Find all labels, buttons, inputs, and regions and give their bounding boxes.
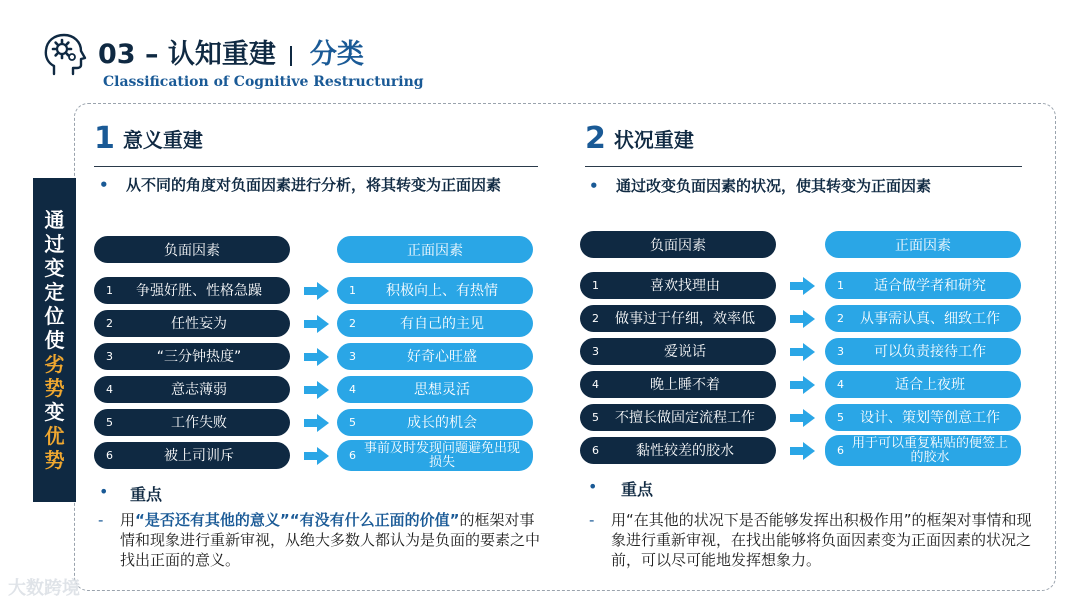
- negative-item: 1 喜欢找理由: [580, 272, 776, 299]
- page-title: [98, 32, 364, 71]
- bullet-text: 通过改变负面因素的状况，使其转变为正面因素: [616, 177, 932, 195]
- positive-item: 1 积极向上、有热情: [337, 277, 533, 304]
- focus-text: - 用“是否还有其他的意义”“有没有什么正面的价值”的框架对事情和现象进行重新审视，从绝大多数人都认为是负面的要素之中找出正面的意义。: [98, 511, 541, 569]
- bullet-dot: •: [589, 177, 599, 195]
- positive-header: 正面因素: [337, 236, 533, 263]
- arrow-right-icon: [790, 376, 816, 394]
- section-title-text: 状况重建: [613, 128, 694, 152]
- section-1-bullet: [99, 175, 526, 196]
- positive-item: 6 事前及时发现问题避免出现损失: [337, 440, 533, 471]
- negative-item: 4 晚上睡不着: [580, 371, 776, 398]
- arrow-right-icon: [304, 381, 330, 399]
- negative-item: 3 “三分钟热度”: [94, 343, 290, 370]
- section-1-title: [94, 121, 203, 156]
- arrow-right-icon: [304, 282, 330, 300]
- arrow-right-icon: [304, 414, 330, 432]
- positive-header: 正面因素: [825, 231, 1021, 258]
- negative-item: 3 爱说话: [580, 338, 776, 365]
- side-char: 定: [44, 280, 65, 304]
- side-char: 使: [44, 328, 65, 352]
- arrow-right-icon: [304, 447, 330, 465]
- negative-item: 6 被上司训斥: [94, 442, 290, 469]
- positive-item: 1 适合做学者和研究: [825, 272, 1021, 299]
- positive-item: 6 用于可以重复粘贴的便签上的胶水: [825, 435, 1021, 466]
- positive-item: 3 好奇心旺盛: [337, 343, 533, 370]
- section-2-bullet: [589, 176, 1026, 197]
- side-char-highlight: 势: [44, 376, 65, 400]
- side-char: 过: [44, 232, 65, 256]
- title-main: 03 – 认知重建: [98, 39, 276, 70]
- positive-item: 5 设计、策划等创意工作: [825, 404, 1021, 431]
- section-number: 2: [585, 121, 606, 156]
- negative-header: 负面因素: [94, 236, 290, 263]
- arrow-right-icon: [790, 343, 816, 361]
- side-char: 变: [44, 256, 65, 280]
- bullet-dot: •: [99, 176, 109, 194]
- negative-item: 1 争强好胜、性格急躁: [94, 277, 290, 304]
- section-1-rule: [94, 166, 538, 167]
- watermark: 大数跨境: [8, 578, 80, 599]
- focus-question: “有没有什么正面的价值”: [289, 511, 460, 529]
- positive-item: 2 从事需认真、细致工作: [825, 305, 1021, 332]
- side-char: 变: [44, 400, 65, 424]
- negative-item: 5 工作失败: [94, 409, 290, 436]
- page-subtitle: Classification of Cognitive Restructuring: [103, 74, 424, 90]
- dash-marker: -: [98, 511, 104, 529]
- negative-item: 2 做事过于仔细，效率低: [580, 305, 776, 332]
- arrow-right-icon: [790, 442, 816, 460]
- positive-item: 3 可以负责接待工作: [825, 338, 1021, 365]
- section-2-rule: [585, 166, 1022, 167]
- side-char: 通: [44, 208, 65, 232]
- side-char-highlight: 优: [44, 424, 65, 448]
- section-number: 1: [94, 121, 115, 156]
- section-2-title: [585, 121, 694, 156]
- negative-item: 4 意志薄弱: [94, 376, 290, 403]
- bullet-dot: •: [588, 477, 598, 496]
- side-char-highlight: 劣: [44, 352, 65, 376]
- negative-header: 负面因素: [580, 231, 776, 258]
- negative-item: 5 不擅长做固定流程工作: [580, 404, 776, 431]
- positive-item: 2 有自己的主见: [337, 310, 533, 337]
- side-char: 位: [44, 304, 65, 328]
- focus-text: - 用“在其他的状况下是否能够发挥出积极作用”的框架对事情和现象进行重新审视，在找出能够将负面因素变为正面因素的状况之前，可以尽可能地发挥想象力。: [589, 511, 1032, 569]
- section-title-text: 意义重建: [122, 128, 203, 152]
- arrow-right-icon: [304, 315, 330, 333]
- arrow-right-icon: [790, 310, 816, 328]
- bullet-dot: •: [99, 482, 109, 501]
- focus-question: “是否还有其他的意义”: [135, 511, 290, 529]
- title-sub: 分类: [309, 39, 364, 70]
- focus-label: 重点: [621, 480, 654, 499]
- arrow-right-icon: [790, 277, 816, 295]
- negative-item: 2 任性妄为: [94, 310, 290, 337]
- side-char-highlight: 势: [44, 448, 65, 472]
- positive-item: 4 适合上夜班: [825, 371, 1021, 398]
- positive-item: 4 思想灵活: [337, 376, 533, 403]
- brain-gear-icon: [40, 30, 90, 80]
- side-band: [33, 178, 76, 502]
- arrow-right-icon: [304, 348, 330, 366]
- positive-item: 5 成长的机会: [337, 409, 533, 436]
- dash-marker: -: [589, 511, 595, 529]
- arrow-right-icon: [790, 409, 816, 427]
- negative-item: 6 黏性较差的胶水: [580, 437, 776, 464]
- title-divider: [290, 46, 292, 66]
- focus-label: 重点: [130, 485, 163, 504]
- bullet-text: 从不同的角度对负面因素进行分析，将其转变为正面因素: [126, 176, 502, 194]
